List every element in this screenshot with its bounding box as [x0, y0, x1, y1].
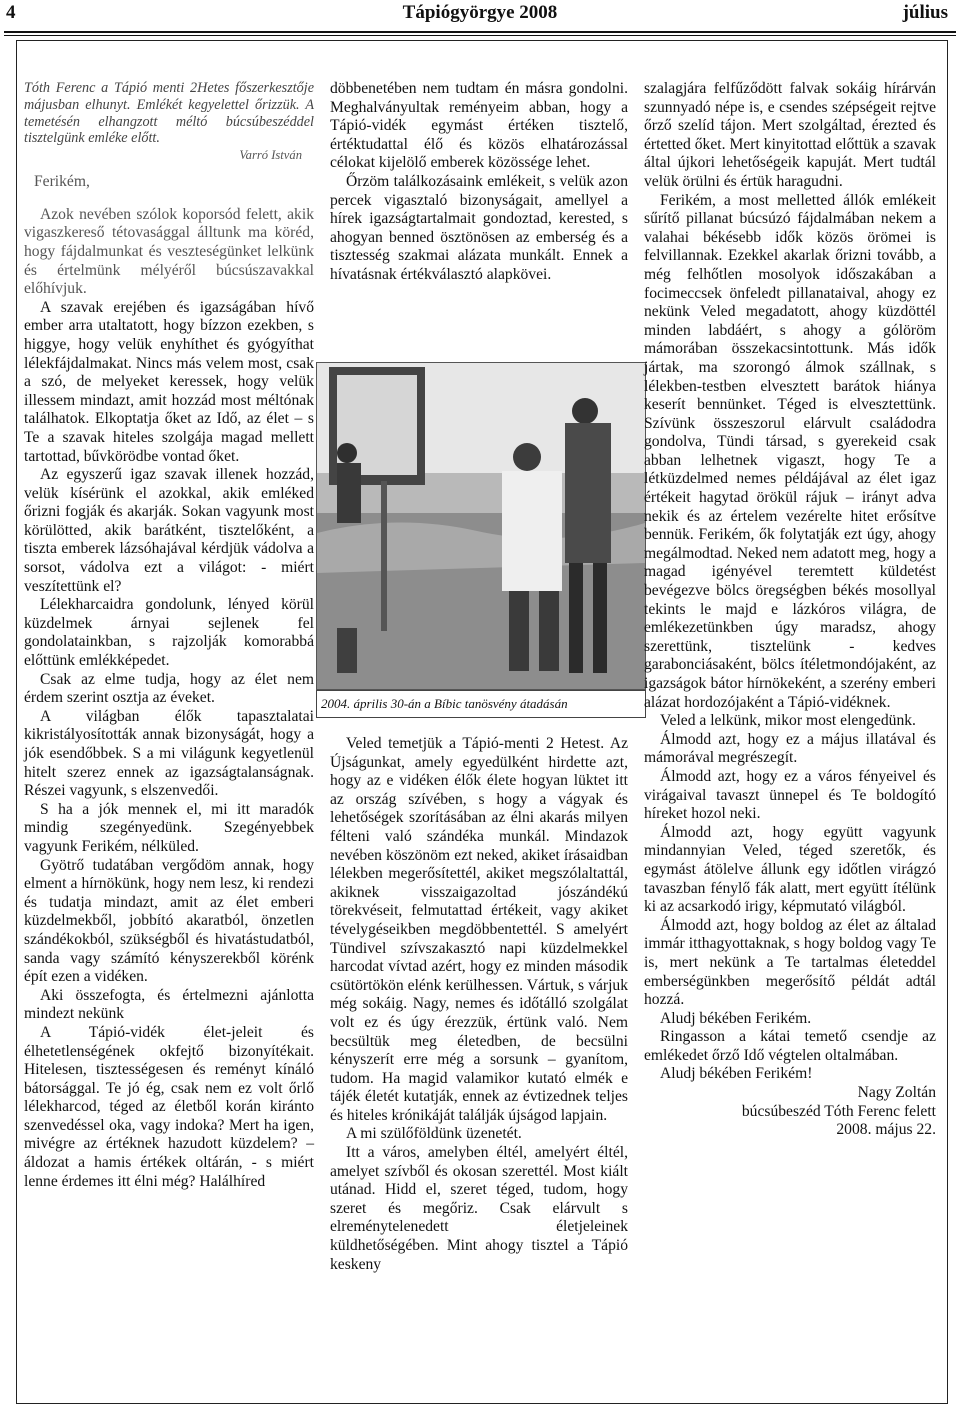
paragraph: A szavak erejében és igazságában hívő ember arra utaltatott, hogy bízzon ezekben, s higgye, hogy velük enyhíthet és gyógyíthat lélekfájdalmakat. Nincs más velem most, csak a szó, de melyeket keressek, hogy velük illessem mindazt, amit hozzád most méltónak találhatok. Elkoptatja őket az Idő, az élet – s Te a szavak hiteles szolgája magad mellett tartottad, bűvkörödbe vontad őket.	[24, 298, 314, 465]
paragraph: Veled a lelkünk, mikor most elengedünk.	[660, 712, 916, 730]
paragraph: Csak az elme tudja, hogy az élet nem érdem szerint osztja az éveket.	[24, 670, 314, 707]
column-3	[644, 80, 936, 1140]
page-number: 4	[6, 2, 16, 23]
paragraph: Lélekharcaidra gondolunk, lényed körül küzdelmek árnyai sejlenek fel gondolatainkban, s rajzolják komorabbá előttünk emlékképedet.	[24, 596, 314, 670]
memorial-photo	[316, 362, 646, 690]
paragraph: Gyötrő tudatában vergődöm annak, hogy elment a hírnökünk, hogy nem lesz, ki rendezi és tudatja mindazt, amit az élet emberi küzdelmekből, jobbító akaratból, önzetlen szándékokból, szükségből és hivatástudatból, sanda vagy számító kényszerekből körénk épít ezen a vidéken.	[24, 856, 314, 986]
column-1	[24, 80, 314, 1191]
column-2-bottom	[330, 735, 628, 1274]
paragraph: Ferikém, a most melletted állók emlékeit sűrítő pillanat búcsúzó fájdalmában nekem a valahai békésebb idők közös örömei is felvillannak. Ezekkel akarlak őrizni tovább, a még felhőtlen mosolyok időszakában a focimeccsek önfeledt pillanataival, ahogy ez nekünk Veled megadatott, ahogy küzdöttél minden labdáért, s ahogy a gólöröm mámorában összekacsintottunk. Más idők jártak, ma szorongó álmok szállnak, s lélekben-testben elvesztett barátok hiánya keserít bennünket. Téged is elvesztettünk. Szívünk összeszorul elárvult családodra gondolva, Tündi társad, s gyerekeid csak abban lelhetnek vigaszt, hogy Te a létküzdelmed nemes példájával az élet igaz értékeit hagytad örökül rájuk – irányt adva nekik és az értelem vezérelte hitet erősítve bennük. Ferikém, ők folytatják ezt úgy, ahogy megálmodtad. Neked nem adatott meg, hogy a magad igényével teremtett küldetést bevégezve bölcs öregségben békés mosollyal tekints le majd e lázkóros világra, de emlékezetünkben úgy maradsz, ahogy szerettünk, tisztelünk - kedves garabonciásaként, bölcs ítéletmondójaként, az igazságok bátor hírnökeként, a szerény emberi alázat hordozójaként a Tápió-vidéknek.	[644, 191, 936, 711]
paragraph: szalagjára felfűződött falvak sokáig hírárván szunnyadó népe is, e csendes szépségeit rejtve őrző szelíd tájon. Mert szolgáltad, érezted és értetted őket. Mert kinyitottad előttük a szavak által újkori lehetőségeik kapuját. Mert tudtál velük örülni és értük haragudni.	[644, 80, 936, 190]
paragraph: Itt a város, amelyben éltél, amelyért éltél, amelyet szívből és okosan szerettél. Most kiált utánad. Hidd el, szeret téged, tudom, hogy szeret és megőriz. Csak elárvult s elreménytelenedett életjeleinek küldhetőségében. Mint ahogy tisztel a Tápió keskeny	[330, 1144, 628, 1273]
column-2-top	[330, 80, 628, 285]
page-header	[0, 0, 960, 28]
salutation: Ferikém,	[34, 173, 90, 191]
signature-date: 2008. május 22.	[836, 1121, 936, 1139]
paragraph: Álmodd azt, hogy ez a május illatával és mámorával megrészegít.	[644, 730, 936, 767]
photo-illustration	[317, 363, 645, 689]
issue-month: július	[902, 2, 948, 23]
paragraph: Álmodd azt, hogy ez a város fényeivel és virágaival tavaszt ünnepel és Te boldogító híreket hozol neki.	[644, 767, 936, 823]
photo-caption: 2004. április 30-án a Bíbic tanösvény átadásán	[316, 690, 646, 718]
signature-description: búcsúbeszéd Tóth Ferenc felett	[741, 1102, 936, 1120]
paragraph: döbbenetében nem tudtam én másra gondolni. Meghalványultak reményeim abban, hogy a Tápió-vidék egymást értéken tisztelő, értéktudattal élő és közös elhatározással célokat kijelölő emberek közössége lehet.	[330, 80, 628, 172]
paragraph: Álmodd azt, hogy boldog az élet az általad immár itthagyottaknak, s hogy boldog vagy Te is, mert nekünk a Te tartalmas életeddel emberségünkben megerősítő példát adtál hozzá.	[644, 916, 936, 1009]
intro-note: Tóth Ferenc a Tápió menti 2Hetes főszerkesztője májusban elhunyt. Emlékét kegyelettel őrizzük. A temetésén elhangzott méltó búcsúbeszéddel tisztelgünk emléke előtt.	[24, 80, 314, 147]
paragraph: Aludj békében Ferikém.	[660, 1009, 812, 1027]
signature-name: Nagy Zoltán	[857, 1084, 936, 1102]
paragraph: Veled temetjük a Tápió-menti 2 Hetest. Az Újságunkat, amely egyedülként hirdette azt, hogy az e vidéken élők élete hogyan lüktet itt az ország szívében, s hogy a vágyak és lehetőségek szorításában az élni akarás milyen félteni való szándéka munkál. Mindazok nevében köszönöm ezt neked, akiket írásaidban lélekben megerősítettél, akiket megszólaltattál, akiknek visszaigazoltad jószándékú törekvéseit, felmutattad értékeit, vagy akiket tévelygéseikben megdöbbentettél. S amelyért Tündivel szívszakasztó napi küzdelmekkel harcodat vívtad azért, hogy ez minden második csütörtökön elénk kerülhessen. Vártuk, s várjuk még sokáig. Nagy, nemes és időtálló szolgálat volt ez és úgy érezzük, értünk való. Nem becsültük meg életedben, de becsülni kényszerít erre még a sorsunk – gyanítom, tudom. Ha magid valamikor kutató elmék e tájék életét kutatják, ennek az évtizednek teljes és hiteles krónikáját találják újságod lapjain.	[330, 735, 628, 1124]
intro-author: Varró István	[239, 148, 302, 163]
newspaper-title: Tápiógyörgye 2008	[402, 2, 558, 23]
paragraph: Álmodd azt, hogy együtt vagyunk mindannyian Veled, téged szeretők, és egymást átölelve állunk egy időtlen virágzó tavaszban fénylő fák alatt, mert együtt ítélünk ki az acsarkodó irigy, képmutató világból.	[644, 823, 936, 916]
paragraph: A világban élők tapasztalatai kikristályosították annak bizonyságát, hogy a jók esendőbbek. S a mi világunk kegyetlenül hitelt szerez ennek az igazságtalanságnak. Részei vagyunk, s elszenvedői.	[24, 707, 314, 800]
paragraph: A Tápió-vidék élet-jeleit és élhetetlenségének okfejtő bizonyítékait. Hitelesen, tisztességesen és reményt kínáló bátorsággal. Te jó ég, csak nem ez volt őrlő lélekharcod, téged az életből korán kiránto szenvedéssel oka, vagy indoka? Mert ha igen, mivégre az értéknek hazudott küzdelem? – áldozat a hamis értékek oltárán, - s miért lenne érdemes itt élni még? Halálhíred	[24, 1023, 314, 1190]
header-rule-thin	[4, 35, 956, 36]
paragraph: Ringasson a kátai temető csendje az emlékedet őrző Idő végtelen oltalmában.	[644, 1028, 936, 1064]
paragraph: Aludj békében Ferikém!	[660, 1065, 813, 1083]
paragraph: S ha a jók mennek el, mi itt maradók mindig szegényedünk. Szegényebbek vagyunk Ferikém, nélküled.	[24, 800, 314, 855]
paragraph: Az egyszerű igaz szavak illenek hozzád, velük kísérünk el azokkal, akik emléked őrizni fogják és akarják. Sokan vagyunk most körülötted, akik barátként, tisztelőként, a tiszta emberek lázsóhajával kérdjük vádolva a sorsot, vádolva ezt a világot: - miért veszítettünk el?	[24, 466, 314, 595]
header-rule	[4, 31, 956, 33]
paragraph: Aki összefogta, és értelmezni ajánlotta mindezt nekünk	[24, 986, 314, 1023]
paragraph: Őrzöm találkozásaink emlékeit, s velük azon percek vigasztaló bizonyságait, amellyel a hírek igazságtartalmait gondoztad, kerested, s ahogyan benned ösztönösen az emberség és a tisztesség szakmai alázata munkált. Ennek a hívatásnak értékválasztó alapkövei.	[330, 172, 628, 283]
paragraph: A mi szülőföldünk üzenetét.	[346, 1125, 522, 1143]
paragraph: Azok nevében szólok koporsód felett, akik vigaszkereső tétovasággal álltunk ma köréd, hogy fájdalmunkat és veszteségünket lelkünk és értelmünk mélyéről búcsúszavakkal előhívjuk.	[24, 205, 314, 298]
